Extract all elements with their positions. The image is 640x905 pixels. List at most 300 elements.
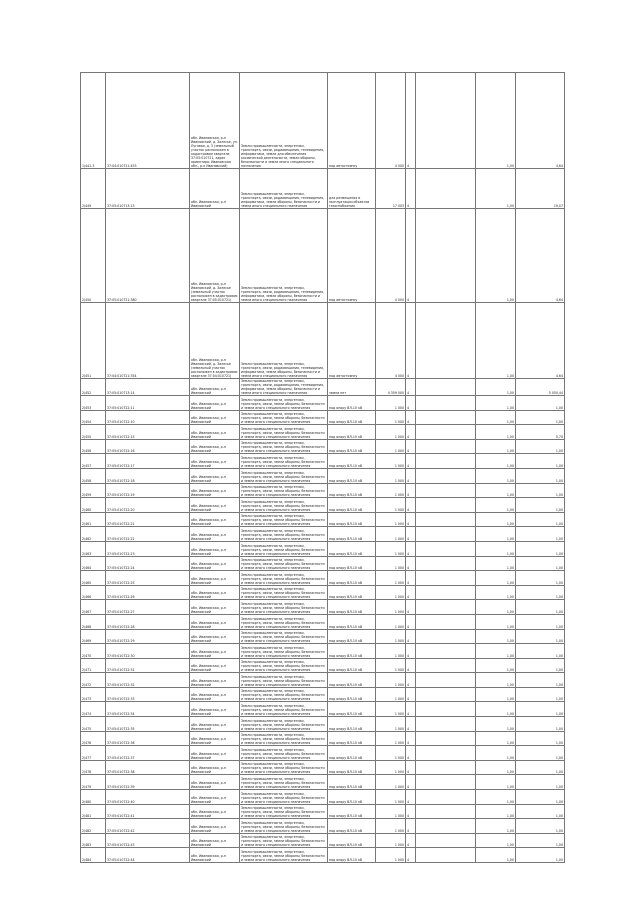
cell-address: обл. Ивановская, р-н Ивановский [190,687,240,702]
cell-coefficient: 4 [406,454,416,469]
cell-area: 1 000 [376,425,406,440]
cell-coefficient: 4 [406,439,416,454]
cell-address: обл. Ивановская, р-н Ивановский [190,629,240,644]
cell-area: 4 000 [376,73,406,169]
cell-land-category: Земли промышленности, энергетики, транспорта, связи, земли обороны, безопасности и земли иного специального назначения [240,775,328,790]
cell-coefficient: 4 [406,629,416,644]
cell-rate: 1,00 [476,629,516,644]
table-row [81,687,565,702]
empty-cell [416,379,476,396]
cell-permitted-use: под опору ВЛ-10 кВ [328,571,376,586]
cell-permitted-use: под опору ВЛ-10 кВ [328,687,376,702]
cell-amount: 1,00 [516,731,565,746]
cell-address: обл. Ивановская, р-н Ивановский [190,571,240,586]
cell-area: 1 000 [376,396,406,411]
cell-area: 1 000 [376,410,406,425]
cell-coefficient: 4 [406,673,416,688]
cell-permitted-use: под опору ВЛ-10 кВ [328,644,376,659]
empty-cell [416,687,476,702]
cell-coefficient: 4 [406,687,416,702]
cell-area: 1 000 [376,600,406,615]
table-row [81,498,565,513]
empty-cell [416,775,476,790]
cell-address: обл. Ивановская, р-н Ивановский [190,658,240,673]
empty-cell [416,556,476,571]
table-row [81,658,565,673]
cell-amount: 1,00 [516,454,565,469]
cell-address: обл. Ивановская, р-н Ивановский [190,746,240,761]
cell-area: 1 000 [376,644,406,659]
table-row [81,425,565,440]
cell-coefficient: 4 [406,512,416,527]
cell-permitted-use: под опору ВЛ-10 кВ [328,702,376,717]
cell-land-category: Земли промышленности, энергетики, транспорта, связи, радиовещания, телевидения, информатики, земли обороны, безопасности и земли иного специального назначения [240,169,328,209]
cell-amount: 1,00 [516,468,565,483]
table-row [81,454,565,469]
empty-cell [416,819,476,834]
cell-address: обл. Ивановская, р-н Ивановский [190,169,240,209]
cell-rate: 1,00 [476,303,516,379]
cell-amount: 1,00 [516,614,565,629]
cell-coefficient: 4 [406,848,416,863]
cell-address: обл. Ивановская, р-н Ивановский [190,556,240,571]
empty-cell [416,746,476,761]
cell-cadastral-number: 37:05:010722:18 [106,468,190,483]
cell-rate: 1,00 [476,819,516,834]
table-row [81,600,565,615]
cell-rate: 1,00 [476,614,516,629]
cell-row-id: 2/480 [81,790,106,805]
cell-row-id: 2/479 [81,775,106,790]
cell-area: 4 000 [376,209,406,303]
cell-area: 1 000 [376,468,406,483]
cell-row-id: 2/474 [81,702,106,717]
cell-row-id: 2/484 [81,848,106,863]
cell-cadastral-number: 37:05:010722:21 [106,512,190,527]
cell-land-category: Земли промышленности, энергетики, транспорта, связи, земли обороны, безопасности и земли иного специального назначения [240,498,328,513]
cell-amount: 1,00 [516,644,565,659]
cell-amount: 1,00 [516,746,565,761]
cell-land-category: Земли промышленности, энергетики, транспорта, связи, земли обороны, безопасности и земли иного специального назначения [240,468,328,483]
cell-row-id: 2/454 [81,410,106,425]
cell-land-category: Земли промышленности, энергетики, транспорта, связи, земли обороны, безопасности и земли иного специального назначения [240,819,328,834]
document-table-sheet [80,72,564,863]
cell-area: 1 000 [376,760,406,775]
cell-cadastral-number: 37:05:010722:36 [106,731,190,746]
cell-area: 1 000 [376,833,406,848]
cell-address: обл. Ивановская, р-н Ивановский [190,790,240,805]
cell-row-id: 2/478 [81,760,106,775]
cell-coefficient: 4 [406,379,416,396]
table-row [81,746,565,761]
cell-rate: 1,00 [476,687,516,702]
cell-amount: 1,00 [516,819,565,834]
cell-coefficient: 4 [406,833,416,848]
cell-rate: 1,00 [476,209,516,303]
cell-land-category: Земли промышленности, энергетики, транспорта, связи, земли обороны, безопасности и земли иного специального назначения [240,746,328,761]
cell-rate: 1,00 [476,731,516,746]
cell-permitted-use: для размещения и эксплуатации объектов газоснабжения [328,169,376,209]
cell-row-id: 2/466 [81,585,106,600]
cell-area: 1 000 [376,746,406,761]
cell-land-category: Земли промышленности, энергетики, транспорта, связи, земли обороны, безопасности и земли иного специального назначения [240,658,328,673]
cell-coefficient: 4 [406,483,416,498]
cell-row-id: 2/481 [81,804,106,819]
cell-land-category: Земли промышленности, энергетики, транспорта, связи, земли обороны, безопасности и земли иного специального назначения [240,512,328,527]
empty-cell [416,303,476,379]
cell-permitted-use: под опору ВЛ-10 кВ [328,673,376,688]
cell-row-id: 2/462 [81,527,106,542]
cell-amount: 4,64 [516,73,565,169]
cell-cadastral-number: 37:05:010722:41 [106,804,190,819]
cell-cadastral-number: 37:05:010722:42 [106,819,190,834]
cell-rate: 1,00 [476,585,516,600]
cell-amount: 4,64 [516,209,565,303]
empty-cell [416,717,476,732]
cell-rate: 1,00 [476,673,516,688]
cell-cadastral-number: 37:05:010722:26 [106,585,190,600]
cell-permitted-use: под опору ВЛ-10 кВ [328,848,376,863]
table-row [81,804,565,819]
cell-permitted-use: под опору ВЛ-10 кВ [328,483,376,498]
cell-rate: 1,00 [476,746,516,761]
cell-cadastral-number: 37:05:010722:32 [106,673,190,688]
cell-coefficient: 4 [406,585,416,600]
cell-address: обл. Ивановская, р-н Ивановский [190,483,240,498]
cell-cadastral-number: 37:05:010722:39 [106,775,190,790]
empty-cell [416,658,476,673]
cell-land-category: Земли промышленности, энергетики, транспорта, связи, земли обороны, безопасности и земли иного специального назначения [240,673,328,688]
cell-cadastral-number: 37:05:010722:31 [106,658,190,673]
cell-cadastral-number: 37:05:010722:44 [106,848,190,863]
cell-rate: 1,00 [476,468,516,483]
cell-permitted-use: под автостоянку [328,73,376,169]
cell-permitted-use: под опору ВЛ-10 кВ [328,804,376,819]
cell-area: 1 000 [376,819,406,834]
cell-area: 1 000 [376,658,406,673]
cell-cadastral-number: 37:05:010722:40 [106,790,190,805]
table-row [81,644,565,659]
cell-cadastral-number: 37:05:010722:22 [106,527,190,542]
cell-permitted-use: под автостоянку [328,209,376,303]
cell-address: обл. Ивановская, р-н Ивановский [190,498,240,513]
cell-row-id: 2/475 [81,717,106,732]
cell-land-category: Земли промышленности, энергетики, транспорта, связи, земли обороны, безопасности и земли иного специального назначения [240,687,328,702]
cell-row-id: 2/471 [81,658,106,673]
cell-cadastral-number: 37:05:010722:16 [106,439,190,454]
cell-amount: 1,00 [516,498,565,513]
cell-coefficient: 4 [406,717,416,732]
cell-address: обл. Ивановская, р-н Ивановский [190,410,240,425]
cell-coefficient: 4 [406,73,416,169]
cell-amount: 1,00 [516,629,565,644]
empty-cell [416,541,476,556]
cell-land-category: Земли промышленности, энергетики, транспорта, связи, земли обороны, безопасности и земли иного специального назначения [240,848,328,863]
cell-amount: 1,00 [516,439,565,454]
cell-land-category: Земли промышленности, энергетики, транспорта, связи, земли обороны, безопасности и земли иного специального назначения [240,760,328,775]
table-row [81,483,565,498]
cell-area: 1 000 [376,585,406,600]
cell-land-category: Земли промышленности, энергетики, транспорта, связи, земли обороны, безопасности и земли иного специального назначения [240,410,328,425]
cell-cadastral-number: 37:04:010721:354 [106,303,190,379]
table-row [81,73,565,169]
cell-address: обл. Ивановская, р-н Ивановский [190,614,240,629]
cell-row-id: 2/453 [81,396,106,411]
cell-rate: 1,00 [476,571,516,586]
empty-cell [416,483,476,498]
cell-address: обл. Ивановская, р-н Ивановский [190,468,240,483]
cell-address: обл. Ивановская, р-н Ивановский [190,600,240,615]
cell-amount: 1,00 [516,804,565,819]
table-row [81,410,565,425]
cell-row-id: 2/465 [81,571,106,586]
cell-address: обл. Ивановская, р-н Ивановский [190,512,240,527]
cell-address: обл. Ивановская, р-н Ивановский [190,731,240,746]
cell-row-id: 1/441-3 [81,73,106,169]
cell-permitted-use: под опору ВЛ-10 кВ [328,527,376,542]
cell-area: 4 000 [376,303,406,379]
cell-address: обл. Ивановская, р-н Ивановский, д. Залесье (земельный участок расположен в кадастровом квартале 37:04:010721) [190,303,240,379]
cell-row-id: 2/451 [81,303,106,379]
land-plots-table [80,72,565,863]
table-row [81,527,565,542]
empty-cell [416,439,476,454]
cell-land-category: Земли промышленности, энергетики, транспорта, связи, земли обороны, безопасности и земли иного специального назначения [240,396,328,411]
cell-coefficient: 4 [406,746,416,761]
cell-row-id: 2/482 [81,819,106,834]
cell-permitted-use: под опору ВЛ-10 кВ [328,512,376,527]
cell-permitted-use: под опору ВЛ-10 кВ [328,658,376,673]
cell-permitted-use: под опору ВЛ-10 кВ [328,556,376,571]
cell-rate: 1,00 [476,702,516,717]
cell-amount: 1,00 [516,833,565,848]
cell-amount: 1,00 [516,790,565,805]
cell-area: 1 000 [376,454,406,469]
cell-permitted-use: под опору ВЛ-10 кВ [328,396,376,411]
cell-cadastral-number: 37:05:010722:24 [106,556,190,571]
cell-rate: 1,00 [476,804,516,819]
cell-land-category: Земли промышленности, энергетики, транспорта, связи, земли обороны, безопасности и земли иного специального назначения [240,541,328,556]
cell-cadastral-number: 37:05:010713:14 [106,379,190,396]
cell-cadastral-number: 37:05:010722:19 [106,483,190,498]
cell-rate: 1,00 [476,644,516,659]
cell-permitted-use: под опору ВЛ-10 кВ [328,454,376,469]
cell-land-category: Земли промышленности, энергетики, транспорта, связи, земли обороны, безопасности и земли иного специального назначения [240,717,328,732]
table-row [81,848,565,863]
table-row [81,673,565,688]
cell-row-id: 2/468 [81,614,106,629]
empty-cell [416,790,476,805]
empty-cell [416,600,476,615]
cell-area: 1 000 [376,629,406,644]
cell-coefficient: 4 [406,760,416,775]
empty-cell [416,571,476,586]
cell-coefficient: 4 [406,658,416,673]
cell-rate: 1,00 [476,169,516,209]
cell-coefficient: 4 [406,396,416,411]
cell-cadastral-number: 37:05:010722:20 [106,498,190,513]
cell-land-category: Земли промышленности, энергетики, транспорта, связи, земли обороны, безопасности и земли иного специального назначения [240,702,328,717]
cell-rate: 1,00 [476,556,516,571]
cell-amount: 1,00 [516,585,565,600]
table-row [81,209,565,303]
empty-cell [416,702,476,717]
cell-area: 1 000 [376,687,406,702]
cell-permitted-use: под опору ВЛ-10 кВ [328,439,376,454]
cell-amount: 5 050,44 [516,379,565,396]
cell-amount: 1,00 [516,760,565,775]
table-row [81,439,565,454]
cell-area: 1 000 [376,731,406,746]
cell-land-category: Земли промышленности, энергетики, транспорта, связи, радиовещания, телевидения, информатики, земли для обеспечения космической деятельности, земли обороны, безопасности и земли иного специального назначения [240,73,328,169]
cell-cadastral-number: 37:05:010722:17 [106,454,190,469]
cell-coefficient: 4 [406,571,416,586]
cell-address: обл. Ивановская, р-н Ивановский [190,425,240,440]
cell-rate: 1,00 [476,454,516,469]
cell-area: 17 003 [376,169,406,209]
cell-coefficient: 4 [406,644,416,659]
cell-land-category: Земли промышленности, энергетики, транспорта, связи, земли обороны, безопасности и земли иного специального назначения [240,600,328,615]
cell-area: 1 000 [376,804,406,819]
cell-area: 1 000 [376,717,406,732]
cell-row-id: 2/456 [81,439,106,454]
cell-coefficient: 4 [406,425,416,440]
empty-cell [416,614,476,629]
cell-cadastral-number: 37:05:010722:37 [106,746,190,761]
table-row [81,541,565,556]
cell-permitted-use: под опору ВЛ-10 кВ [328,717,376,732]
empty-cell [416,512,476,527]
cell-area: 1 000 [376,848,406,863]
cell-amount: 1,00 [516,775,565,790]
table-row [81,379,565,396]
cell-rate: 1,00 [476,439,516,454]
cell-area: 1 000 [376,614,406,629]
cell-amount: 1,00 [516,483,565,498]
cell-coefficient: 4 [406,303,416,379]
cell-land-category: Земли промышленности, энергетики, транспорта, связи, земли обороны, безопасности и земли иного специального назначения [240,644,328,659]
table-row [81,512,565,527]
cell-address: обл. Ивановская, р-н Ивановский [190,702,240,717]
cell-address: обл. Ивановская, р-н Ивановский [190,527,240,542]
table-row [81,468,565,483]
cell-address: обл. Ивановская, р-н Ивановский [190,775,240,790]
cell-rate: 1,00 [476,483,516,498]
table-row [81,303,565,379]
cell-permitted-use: под опору ВЛ-10 кВ [328,731,376,746]
cell-row-id: 2/476 [81,731,106,746]
cell-address: обл. Ивановская, р-н Ивановский [190,454,240,469]
cell-row-id: 2/449 [81,169,106,209]
cell-cadastral-number: 37:05:010722:28 [106,614,190,629]
table-row [81,717,565,732]
cell-row-id: 2/450 [81,209,106,303]
cell-area: 1 000 [376,702,406,717]
cell-address: обл. Ивановская, р-н Ивановский [190,804,240,819]
cell-rate: 1,00 [476,760,516,775]
cell-land-category: Земли промышленности, энергетики, транспорта, связи, земли обороны, безопасности и земли иного специального назначения [240,804,328,819]
cell-permitted-use: под опору ВЛ-10 кВ [328,746,376,761]
empty-cell [416,673,476,688]
table-row [81,614,565,629]
cell-land-category: Земли промышленности, энергетики, транспорта, связи, земли обороны, безопасности и земли иного специального назначения [240,571,328,586]
cell-cadastral-number: 37:05:010722:33 [106,687,190,702]
empty-cell [416,425,476,440]
table-row [81,169,565,209]
cell-land-category: Земли промышленности, энергетики, транспорта, связи, земли обороны, безопасности и земли иного специального назначения [240,439,328,454]
table-row [81,585,565,600]
cell-amount: 1,00 [516,702,565,717]
cell-coefficient: 4 [406,790,416,805]
cell-rate: 1,00 [476,512,516,527]
table-row [81,775,565,790]
cell-rate: 1,00 [476,379,516,396]
cell-coefficient: 4 [406,209,416,303]
cell-address: обл. Ивановская, р-н Ивановский [190,673,240,688]
empty-cell [416,760,476,775]
cell-rate: 1,00 [476,498,516,513]
cell-land-category: Земли промышленности, энергетики, транспорта, связи, земли обороны, безопасности и земли иного специального назначения [240,454,328,469]
cell-row-id: 2/467 [81,600,106,615]
cell-land-category: Земли промышленности, энергетики, транспорта, связи, земли обороны, безопасности и земли иного специального назначения [240,833,328,848]
empty-cell [416,410,476,425]
cell-row-id: 2/452 [81,379,106,396]
empty-cell [416,396,476,411]
empty-cell [416,454,476,469]
cell-area: 1 000 [376,498,406,513]
cell-coefficient: 4 [406,556,416,571]
cell-row-id: 2/455 [81,425,106,440]
cell-land-category: Земли промышленности, энергетики, транспорта, связи, земли обороны, безопасности и земли иного специального назначения [240,731,328,746]
cell-cadastral-number: 37:05:010722:29 [106,629,190,644]
cell-land-category: Земли промышленности, энергетики, транспорта, связи, радиовещания, телевидения, информатики, земли обороны, безопасности и земли иного специального назначения [240,379,328,396]
empty-cell [416,804,476,819]
cell-land-category: Земли промышленности, энергетики, транспорта, связи, земли обороны, безопасности и земли иного специального назначения [240,425,328,440]
cell-cadastral-number: 37:05:010721:380 [106,209,190,303]
cell-rate: 1,00 [476,833,516,848]
cell-coefficient: 4 [406,731,416,746]
cell-address: обл. Ивановская, р-н Ивановский [190,833,240,848]
cell-rate: 1,00 [476,600,516,615]
cell-cadastral-number: 37:05:010722:34 [106,702,190,717]
cell-land-category: Земли промышленности, энергетики, транспорта, связи, земли обороны, безопасности и земли иного специального назначения [240,556,328,571]
empty-cell [416,848,476,863]
cell-amount: 1,00 [516,848,565,863]
cell-area: 1 000 [376,556,406,571]
cell-rate: 1,00 [476,658,516,673]
cell-coefficient: 4 [406,614,416,629]
cell-land-category: Земли промышленности, энергетики, транспорта, связи, земли обороны, безопасности и земли иного специального назначения [240,483,328,498]
empty-cell [416,169,476,209]
cell-coefficient: 4 [406,804,416,819]
table-row [81,556,565,571]
cell-coefficient: 4 [406,468,416,483]
cell-coefficient: 4 [406,498,416,513]
cell-row-id: 2/463 [81,541,106,556]
cell-cadastral-number: 37:04:010721:453 [106,73,190,169]
cell-coefficient: 4 [406,600,416,615]
table-row [81,571,565,586]
table-row [81,629,565,644]
cell-row-id: 2/460 [81,498,106,513]
cell-land-category: Земли промышленности, энергетики, транспорта, связи, земли обороны, безопасности и земли иного специального назначения [240,585,328,600]
cell-row-id: 2/464 [81,556,106,571]
cell-permitted-use: под опору ВЛ-10 кВ [328,760,376,775]
cell-cadastral-number: 37:05:010722:43 [106,833,190,848]
cell-land-category: Земли промышленности, энергетики, транспорта, связи, радиовещания, телевидения, информатики, земли обороны, безопасности и земли иного специального назначения [240,303,328,379]
cell-land-category: Земли промышленности, энергетики, транспорта, связи, земли обороны, безопасности и земли иного специального назначения [240,614,328,629]
cell-address: обл. Ивановская, р-н Ивановский [190,379,240,396]
